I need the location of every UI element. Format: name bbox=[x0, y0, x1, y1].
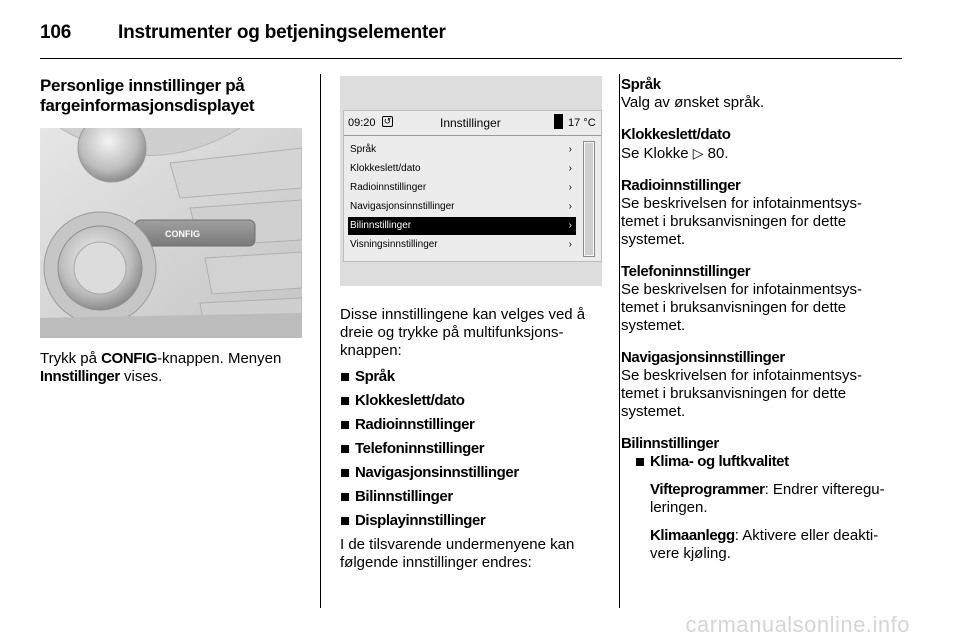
ac-line-2: vere kjøling. bbox=[650, 545, 731, 562]
column-3 bbox=[621, 76, 911, 563]
outro-line-2: følgende innstillinger endres: bbox=[340, 554, 532, 571]
outro-line-1: I de tilsvarende undermenyene kan bbox=[340, 536, 575, 553]
display-screen bbox=[343, 110, 602, 262]
chevron-right-icon: › bbox=[568, 163, 572, 174]
intro-line-1: Disse innstillingene kan velges ved å bbox=[340, 306, 586, 323]
fan-program-line-1 bbox=[621, 481, 911, 499]
thermometer-icon bbox=[554, 114, 563, 129]
phone-line-1: Se beskrivelsen for infotainmentsys- bbox=[621, 281, 862, 298]
scroll-thumb[interactable] bbox=[585, 143, 593, 255]
clock-icon: ↺ bbox=[383, 116, 392, 126]
display-menu-item[interactable] bbox=[348, 141, 576, 159]
fan-program-line-2: leringen. bbox=[650, 499, 708, 516]
display-menu-item-label: Navigasjonsinnstillinger bbox=[350, 201, 455, 212]
clock-text bbox=[621, 144, 911, 163]
clock-ref-text: Se Klokke bbox=[621, 145, 693, 162]
config-button-label: CONFIG bbox=[165, 229, 200, 239]
display-menu-item[interactable] bbox=[348, 217, 576, 235]
display-menu-item-label: Klokkeslett/dato bbox=[350, 163, 421, 174]
display-menu-item-label: Bilinnstillinger bbox=[350, 220, 412, 231]
chevron-right-icon: › bbox=[568, 182, 572, 193]
config-label: CONFIG bbox=[101, 350, 158, 367]
section-title-line-2: fargeinformasjonsdisplayet bbox=[40, 96, 255, 115]
instruction-text-3: vises. bbox=[119, 368, 163, 385]
radio-line-2: temet i bruksanvisningen for dette bbox=[621, 213, 847, 230]
display-menu-item[interactable] bbox=[348, 160, 576, 178]
nav-line-3: systemet. bbox=[621, 403, 686, 420]
header-rule bbox=[40, 58, 902, 59]
page-ref-arrow-icon: ▷ bbox=[692, 145, 704, 161]
display-menu-item[interactable] bbox=[348, 236, 576, 254]
console-illustration bbox=[40, 128, 302, 338]
column-divider-right bbox=[619, 74, 620, 608]
instruction-line-1 bbox=[40, 350, 306, 368]
clock-heading: Klokkeslett/dato bbox=[621, 126, 731, 143]
chevron-right-icon: › bbox=[568, 220, 572, 231]
section-title-line-1: Personlige innstillinger på bbox=[40, 76, 245, 95]
page-header bbox=[40, 22, 920, 44]
ac-label: Klimaanlegg bbox=[650, 527, 735, 544]
watermark: carmanualsonline.info bbox=[685, 612, 910, 637]
intro-line-2: dreie og trykke på multifunksjons- bbox=[340, 324, 564, 341]
nav-line-2: temet i bruksanvisningen for dette bbox=[621, 385, 847, 402]
radio-line-3: systemet. bbox=[621, 231, 686, 248]
settings-bullet-item: Språk bbox=[340, 368, 608, 386]
settings-bullet-item: Klokkeslett/dato bbox=[340, 392, 608, 410]
radio-line-1: Se beskrivelsen for infotainmentsys- bbox=[621, 195, 862, 212]
ac-text: : Aktivere eller deakti- bbox=[734, 527, 879, 544]
instruction-text-2: -knappen. Menyen bbox=[157, 350, 282, 367]
display-time: 09:20 bbox=[348, 117, 376, 129]
phone-heading: Telefoninnstillinger bbox=[621, 263, 751, 280]
section-title bbox=[40, 76, 302, 116]
lang-text: Valg av ønsket språk. bbox=[621, 94, 765, 111]
display-menu-item-label: Språk bbox=[350, 144, 377, 155]
column-1 bbox=[40, 76, 302, 116]
settings-bullet-item: Displayinnstillinger bbox=[340, 512, 608, 530]
ac-line-1 bbox=[621, 527, 911, 545]
menu-name: Innstillinger bbox=[40, 368, 120, 385]
display-menu-item-label: Radioinnstillinger bbox=[350, 182, 427, 193]
instruction-text: Trykk på bbox=[40, 350, 102, 367]
display-menu-item[interactable] bbox=[348, 179, 576, 197]
settings-bullet-item: Telefoninnstillinger bbox=[340, 440, 608, 458]
column-divider-left bbox=[320, 74, 321, 608]
chevron-right-icon: › bbox=[568, 201, 572, 212]
lang-heading: Språk bbox=[621, 76, 661, 93]
page-number: 106 bbox=[40, 22, 72, 43]
phone-line-2: temet i bruksanvisningen for dette bbox=[621, 299, 847, 316]
chapter-title: Instrumenter og betjeningselementer bbox=[118, 22, 446, 43]
display-menu-item[interactable] bbox=[348, 198, 576, 216]
display-title: Innstillinger bbox=[440, 116, 501, 130]
config-button-photo bbox=[40, 128, 302, 338]
display-status-bar bbox=[344, 111, 601, 136]
phone-line-3: systemet. bbox=[621, 317, 686, 334]
settings-bullet-item: Navigasjonsinnstillinger bbox=[340, 464, 608, 482]
chevron-right-icon: › bbox=[568, 239, 572, 250]
fan-program-text: : Endrer vifteregu- bbox=[764, 481, 885, 498]
vehicle-heading: Bilinnstillinger bbox=[621, 435, 719, 452]
instruction-line-2 bbox=[40, 368, 306, 386]
nav-line-1: Se beskrivelsen for infotainmentsys- bbox=[621, 367, 862, 384]
column-1-text bbox=[40, 350, 306, 386]
settings-bullet-item: Radioinnstillinger bbox=[340, 416, 608, 434]
display-menu-item-label: Visningsinnstillinger bbox=[350, 239, 438, 250]
clock-ref-page: 80. bbox=[703, 145, 729, 162]
climate-bullet: Klima- og luftkvalitet bbox=[635, 453, 911, 471]
column-2-text bbox=[340, 306, 608, 572]
intro-line-3: knappen: bbox=[340, 342, 402, 359]
nav-heading: Navigasjonsinnstillinger bbox=[621, 349, 785, 366]
settings-bullet-list bbox=[340, 368, 608, 530]
radio-heading: Radioinnstillinger bbox=[621, 177, 741, 194]
display-scrollbar[interactable] bbox=[583, 141, 595, 257]
fan-program-label: Vifteprogrammer bbox=[650, 481, 765, 498]
display-temperature: 17 °C bbox=[568, 117, 596, 129]
settings-bullet-item: Bilinnstillinger bbox=[340, 488, 608, 506]
chevron-right-icon: › bbox=[568, 144, 572, 155]
